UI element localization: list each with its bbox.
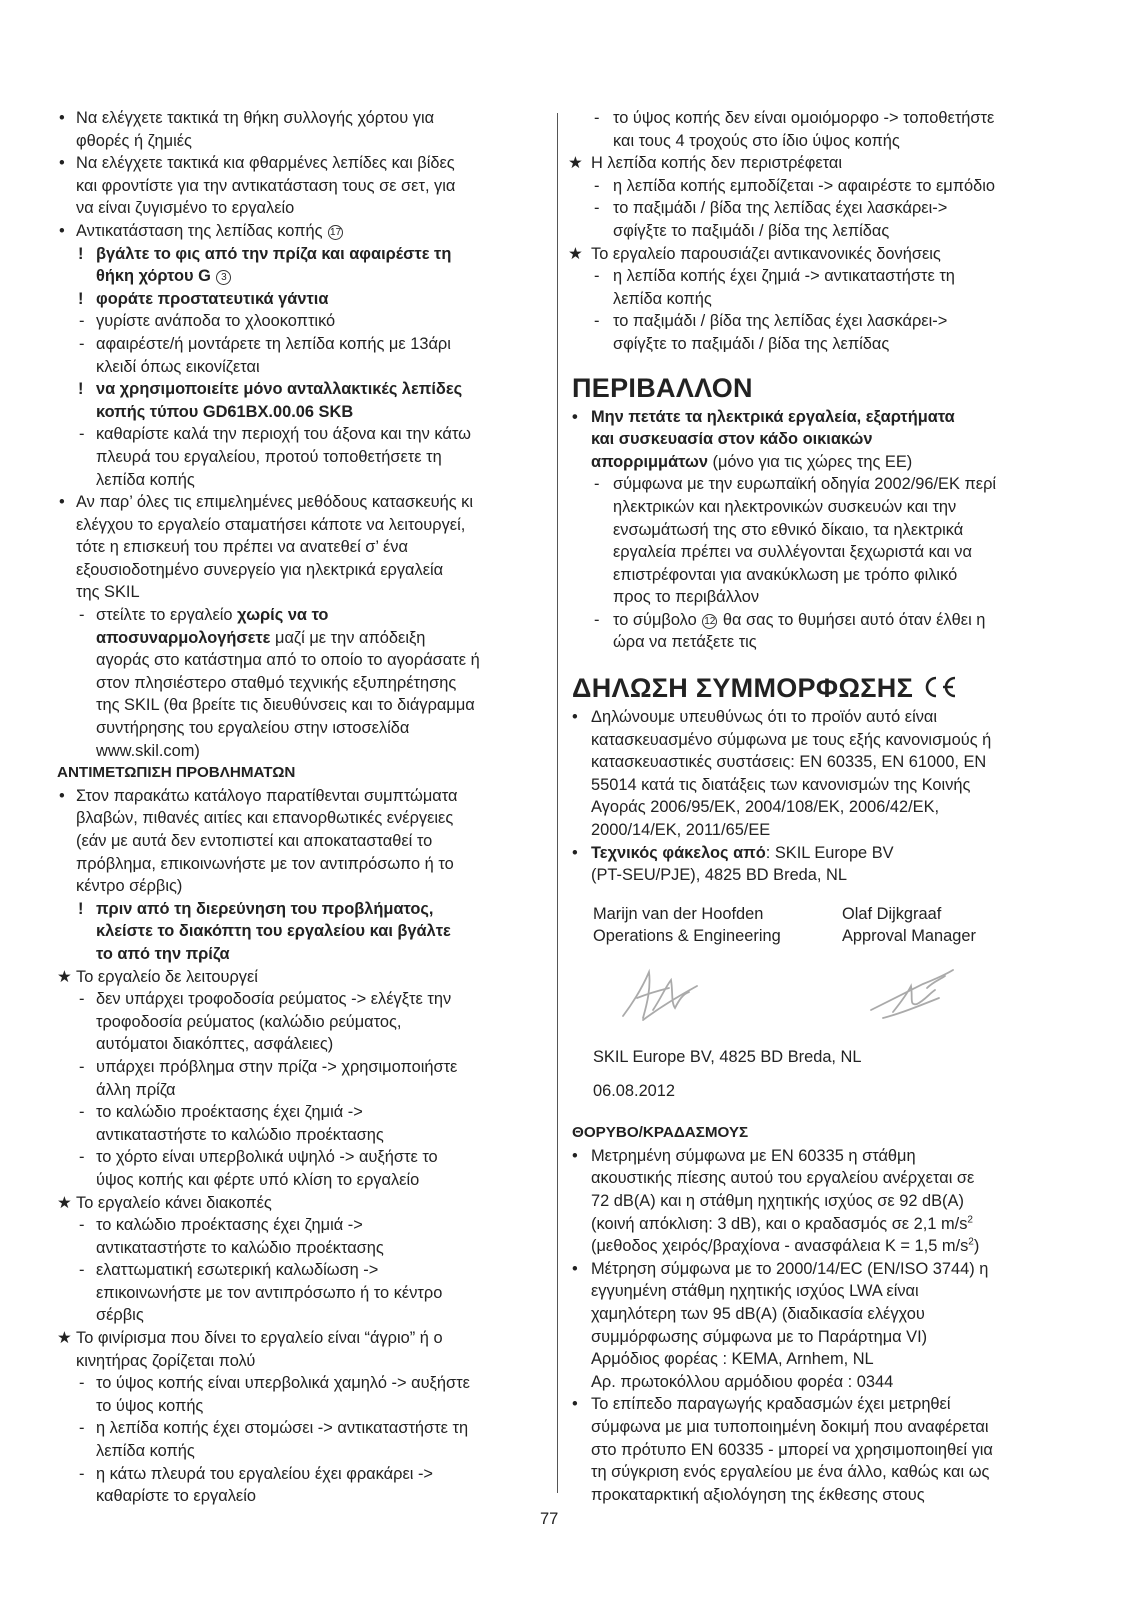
- text-line: κλειδί όπως εικονίζεται: [96, 357, 260, 376]
- dash-item: - η λεπίδα κοπής έχει στομώσει -> αντικαταστήστε τη: [57, 1417, 545, 1440]
- signature-images: [593, 958, 1064, 1030]
- text-line: της SKIL (θα βρείτε τις διευθύνσεις και το διάγραμμα: [96, 696, 475, 715]
- text-line: βλαβών, πιθανές αιτίες και επανορθωτικές ενέργειες: [76, 809, 454, 828]
- dash-marker: -: [594, 199, 600, 218]
- bullet-item: • Αντικατάσταση της λεπίδας κοπής 17: [57, 220, 545, 243]
- dash-item: - αφαιρέστε/ή μοντάρετε τη λεπίδα κοπής με 13άρι: [57, 333, 545, 356]
- text-line: αποσυναρμολογήσετε μαζί με την απόδειξη: [96, 628, 426, 647]
- text-line: εργαλεία πρέπει να συλλέγονται ξεχωριστά και να: [613, 543, 972, 562]
- text-line: (εάν με αυτά δεν εντοπιστεί και αποκατασταθεί το: [76, 832, 433, 850]
- text-line: λεπίδα κοπής: [96, 470, 195, 489]
- warning-marker: !: [78, 899, 84, 918]
- dash-marker: -: [79, 1261, 85, 1280]
- warning-item: ! πριν από τη διερεύνηση του προβλήματος,: [57, 898, 545, 921]
- text-line: αυτόματοι διακόπτες, ασφάλειες): [96, 1035, 334, 1054]
- bullet-marker: •: [572, 1259, 578, 1278]
- text-line: (κοινή απόκλιση: 3 dB), και ο κραδασμός σε 2,1 $m/s^2$: [591, 1214, 973, 1233]
- text-line: κατασκευαστικές συστάσεις: EN 60335, EN 61000, EN: [591, 753, 987, 772]
- dash-marker: -: [79, 1374, 85, 1393]
- dash-marker: -: [79, 606, 85, 625]
- text-line: κατασκευασμένο σύμφωνα με τους εξής κανονισμούς ή: [591, 730, 992, 749]
- text-line: λεπίδα κοπής: [96, 1442, 195, 1461]
- text-line: επιστρέφονται για ανακύκλωση με τρόπο φιλικό: [613, 565, 958, 584]
- text-line: και τους 4 τροχούς στο ίδιο ύψος κοπής: [613, 131, 900, 150]
- text-line: φθορές ή ζημιές: [76, 131, 192, 150]
- star-marker: ★: [568, 154, 583, 173]
- text-line: να είναι ζυγισμένο το εργαλείο: [76, 199, 295, 218]
- dash-marker: -: [79, 1103, 85, 1122]
- text-line: ύψος κοπής και φέρτε υπό κλίση το εργαλείο: [96, 1170, 420, 1189]
- text-line: συμμόρφωσης σύμφωνα με το Παράρτημα VI): [591, 1327, 928, 1346]
- text-line: ώρα να πετάξετε τις: [613, 633, 757, 652]
- section-heading-environment: ΠΕΡΙΒΑΛΛΟΝ: [572, 372, 753, 403]
- reference-number: 3: [216, 270, 231, 285]
- dash-item: - το χόρτο είναι υπερβολικά υψηλό -> αυξήστε το: [57, 1146, 545, 1169]
- dash-marker: -: [594, 475, 600, 494]
- reference-number: 17: [330, 226, 342, 238]
- text-line: 55014 κατά τις διατάξεις των κανονισμών της Κοινής: [591, 775, 971, 794]
- dash-marker: -: [79, 1216, 85, 1235]
- dash-item: - στείλτε το εργαλείο χωρίς να το: [57, 604, 545, 627]
- section-heading-declaration: ΔΗΛΩΣΗ ΣΥΜΜΟΡΦΩΣΗΣ: [572, 672, 1064, 704]
- text-line: στο πρότυπο EN 60335 - μπορεί να χρησιμοποιηθεί για: [591, 1440, 993, 1459]
- symptom-item: ★ Το εργαλείο κάνει διακοπές: [57, 1192, 545, 1215]
- dash-marker: -: [79, 1464, 85, 1483]
- bullet-marker: •: [572, 1146, 578, 1165]
- text-line: και φροντίστε για την αντικατάσταση τους σε σετ, για: [76, 176, 456, 195]
- dash-marker: -: [594, 109, 600, 127]
- signatory-1-name: Marijn van der Hoofden: [593, 904, 764, 923]
- text-line: 72 dB(A) και η στάθμη ηχητικής ισχύος σε 92 dB(A): [591, 1191, 964, 1210]
- text-line: ενσωμάτωσή της στο εθνικό δίκαιο, τα ηλεκτρικά: [613, 520, 964, 539]
- left-column: [57, 107, 545, 1508]
- bullet-marker: •: [572, 708, 578, 727]
- text-line: σύμφωνα με μια τυποποιημένη δοκιμή που αναφέρεται: [591, 1417, 989, 1436]
- column-divider: [557, 113, 558, 1493]
- text-line: 2000/14/ΕΚ, 2011/65/ΕΕ: [591, 821, 771, 840]
- symptom-item: ★ Το φινίρισμα που δίνει το εργαλείο είναι “άγριο” ή ο: [57, 1327, 545, 1350]
- text-line: αγοράς στο κατάστημα από το οποίο το αγοράσατε ή: [96, 651, 480, 670]
- bullet-item: • Αν παρ’ όλες τις επιμελημένες μεθόδους κατασκευής κι: [57, 491, 545, 514]
- dash-item: - η κάτω πλευρά του εργαλείου έχει φρακάρει ->: [57, 1463, 545, 1486]
- dash-item: - το παξιμάδι / βίδα της λεπίδας έχει λασκάρει->: [572, 197, 1064, 220]
- bullet-item: • Μην πετάτε τα ηλεκτρικά εργαλεία, εξαρτήματα: [572, 406, 1064, 429]
- bullet-item: • Να ελέγχετε τακτικά κια φθαρμένες λεπίδες και βίδες: [57, 152, 545, 175]
- page-number: 77: [540, 1510, 559, 1528]
- text-line: τότε η επισκευή του πρέπει να ανατεθεί σ’ ένα: [76, 538, 408, 557]
- symptom-item: ★ Η λεπίδα κοπής δεν περιστρέφεται: [572, 152, 1064, 175]
- text-line: λεπίδα κοπής: [613, 289, 712, 308]
- right-column: [568, 107, 1064, 1506]
- bullet-marker: •: [59, 786, 65, 805]
- text-line: ακουστικής πίεσης αυτού του εργαλείου ανέρχεται σε: [591, 1169, 975, 1188]
- dash-marker: -: [79, 334, 85, 353]
- text-line: προκαταρκτική αξιολόγηση της έκθεσης στους: [591, 1485, 925, 1504]
- dash-item: - σύμφωνα με την ευρωπαϊκή οδηγία 2002/96/ΕΚ περί: [572, 473, 1064, 496]
- dash-marker: -: [79, 1148, 85, 1167]
- bullet-item: • Το επίπεδο παραγωγής κραδασμών έχει μετρηθεί: [572, 1393, 1064, 1416]
- dash-marker: -: [79, 425, 85, 444]
- signatory-names: [593, 903, 1064, 926]
- dash-item: - υπάρχει πρόβλημα στην πρίζα -> χρησιμοποιήστε: [57, 1056, 545, 1079]
- text-line: χαμηλότερη των 95 dB(A) (διαδικασία ελέγχου: [591, 1304, 925, 1323]
- text-line: (PT-SEU/PJE), 4825 BD Breda, NL: [591, 866, 847, 885]
- dash-item: - το καλώδιο προέκτασης έχει ζημιά ->: [57, 1214, 545, 1237]
- bullet-marker: •: [572, 407, 578, 426]
- bullet-marker: •: [59, 109, 65, 127]
- text-line: το από την πρίζα: [96, 944, 230, 963]
- reference-number: 12: [704, 615, 716, 627]
- dash-marker: -: [79, 1057, 85, 1076]
- website-link[interactable]: www.skil.com): [96, 741, 200, 760]
- bullet-marker: •: [572, 843, 578, 862]
- bullet-item: • Τεχνικός φάκελος από: SKIL Europe BV: [572, 842, 1064, 865]
- text-line: επικοινωνήστε με τον αντιπρόσωπο ή το κέντρο: [96, 1283, 443, 1302]
- dash-item: - ελαττωματική εσωτερική καλωδίωση ->: [57, 1259, 545, 1282]
- bullet-item: • Μέτρηση σύμφωνα με το 2000/14/EC (EN/ISO 3744) η: [572, 1258, 1064, 1281]
- dash-marker: -: [594, 267, 600, 286]
- text-line: σφίγξτε το παξιμάδι / βίδα της λεπίδας: [613, 221, 890, 240]
- text-line: κέντρο σέρβις): [76, 877, 183, 896]
- warning-marker: !: [78, 289, 84, 308]
- text-line: άλλη πρίζα: [96, 1080, 176, 1099]
- signatory-2-name: Olaf Dijkgraaf: [842, 904, 942, 923]
- bullet-item: • Μετρημένη σύμφωνα με EN 60335 η στάθμη: [572, 1145, 1064, 1168]
- text-line: συντήρησης του εργαλείου στην ιστοσελίδα: [96, 719, 410, 738]
- bullet-marker: •: [59, 493, 65, 512]
- dash-item: - το παξιμάδι / βίδα της λεπίδας έχει λασκάρει->: [572, 310, 1064, 333]
- bullet-marker: •: [59, 154, 65, 173]
- signatory-1-title: Operations & Engineering: [593, 927, 781, 946]
- dash-item: - το σύμβολο 12 θα σας το θυμήσει αυτό όταν έλθει η: [572, 609, 1064, 632]
- signatory-2-title: Approval Manager: [842, 927, 976, 946]
- text-line: σέρβις: [96, 1306, 144, 1325]
- text-line: Αγοράς 2006/95/ΕΚ, 2004/108/ΕΚ, 2006/42/ΕΚ,: [591, 798, 940, 817]
- text-line: πρόβλημα, επικοινωνήστε με τον αντιπρόσωπο ή το: [76, 854, 454, 873]
- text-line: και συσκευασία στον κάδο οικιακών: [591, 430, 873, 449]
- text-line: κινητήρας ζορίζεται πολύ: [76, 1351, 256, 1370]
- section-heading-noise-vibration: ΘΟΡΥΒΟ/ΚΡΑΔΑΣΜΟΥΣ: [572, 1124, 749, 1142]
- dash-item: - το ύψος κοπής δεν είναι ομοιόμορφο -> τοποθετήστε: [572, 107, 1064, 130]
- signatories: [572, 903, 1064, 1102]
- text-line: θήκη χόρτου G 3: [57, 265, 545, 288]
- warning-item: ! βγάλτε το φις από την πρίζα και αφαιρέστε τη: [57, 243, 545, 266]
- text-line: κοπής τύπου GD61BX.00.06 SKB: [96, 402, 354, 421]
- text-line: ηλεκτρικών και ηλεκτρονικών συσκευών και την: [613, 497, 957, 516]
- text-line: τροφοδοσία ρεύματος (καλώδιο ρεύματος,: [96, 1012, 402, 1031]
- dash-item: - καθαρίστε καλά την περιοχή του άξονα και την κάτω: [57, 423, 545, 446]
- dash-item: - η λεπίδα κοπής έχει ζημιά -> αντικαταστήστε τη: [572, 265, 1064, 288]
- text-line: κλείστε το διακόπτη του εργαλείου και βγάλτε: [96, 922, 451, 941]
- text-line: αντικαταστήστε το καλώδιο προέκτασης: [96, 1125, 384, 1144]
- warning-marker: !: [78, 380, 84, 399]
- symptom-item: ★ Το εργαλείο παρουσιάζει αντικανονικές δονήσεις: [572, 243, 1064, 266]
- text-line: το ύψος κοπής: [96, 1396, 204, 1415]
- signatory-titles: [593, 925, 1064, 948]
- text-line: σφίγξτε το παξιμάδι / βίδα της λεπίδας: [613, 334, 890, 353]
- warning-item: ! φοράτε προστατευτικά γάντια: [57, 288, 545, 311]
- text-line: εξουσιοδοτημένο συνεργείο για ηλεκτρικά εργαλεία: [76, 560, 444, 579]
- bullet-item: • Στον παρακάτω κατάλογο παρατίθενται συμπτώματα: [57, 785, 545, 808]
- text-line: στον πλησιέστερο σταθμό τεχνικής εξυπηρέτησης: [96, 673, 457, 692]
- dash-item: - η λεπίδα κοπής εμποδίζεται -> αφαιρέστε το εμπόδιο: [572, 175, 1064, 198]
- ce-mark-icon: [921, 675, 959, 699]
- dash-marker: -: [79, 1419, 85, 1438]
- star-marker: ★: [57, 1329, 72, 1348]
- signature-2-image: [863, 958, 963, 1030]
- warning-marker: !: [78, 244, 84, 263]
- dash-marker: -: [79, 312, 85, 331]
- text-line: απορριμμάτων (μόνο για τις χώρες της ΕΕ): [591, 452, 913, 471]
- bullet-item: • Να ελέγχετε τακτικά τη θήκη συλλογής χόρτου για: [57, 107, 545, 130]
- text-line: αντικαταστήστε το καλώδιο προέκτασης: [96, 1238, 384, 1257]
- bullet-marker: •: [572, 1395, 578, 1414]
- symptom-item: ★ Το εργαλείο δε λειτουργεί: [57, 966, 545, 989]
- text-line: Αρ. πρωτοκόλλου αρμόδιου φορέα : 0344: [591, 1372, 894, 1391]
- dash-marker: -: [594, 312, 600, 331]
- dash-item: - το ύψος κοπής είναι υπερβολικά χαμηλό -> αυξήστε: [57, 1372, 545, 1395]
- dash-marker: -: [79, 990, 85, 1009]
- text-line: ελέγχου το εργαλείο σταματήσει κάποτε να λειτουργεί,: [76, 515, 466, 534]
- warning-item: ! να χρησιμοποιείτε μόνο ανταλλακτικές λεπίδες: [57, 378, 545, 401]
- text-line: πλευρά του εργαλείου, προτού τοποθετήσετε τη: [96, 447, 442, 466]
- dash-item: - δεν υπάρχει τροφοδοσία ρεύματος -> ελέγξτε την: [57, 988, 545, 1011]
- text-line: Αρμόδιος φορέας : KEMA, Arnhem, NL: [591, 1350, 874, 1369]
- signature-1-image: [613, 958, 713, 1030]
- text-line: καθαρίστε το εργαλείο: [96, 1487, 256, 1506]
- text-line: τη σύγκριση ενός εργαλείου με ένα άλλο, καθώς και ως: [591, 1463, 990, 1482]
- star-marker: ★: [568, 244, 583, 263]
- star-marker: ★: [57, 967, 72, 986]
- bullet-marker: •: [59, 221, 65, 240]
- dash-item: - γυρίστε ανάποδα το χλοοκοπτικό: [57, 310, 545, 333]
- text-line: προς το περιβάλλον: [613, 588, 760, 607]
- star-marker: ★: [57, 1193, 72, 1212]
- declaration-date: 06.08.2012: [593, 1081, 676, 1100]
- dash-marker: -: [594, 610, 600, 629]
- text-line: της SKIL: [76, 583, 140, 602]
- section-heading-troubleshooting: ΑΝΤΙΜΕΤΩΠΙΣΗ ΠΡΟΒΛΗΜΑΤΩΝ: [57, 764, 296, 782]
- bullet-item: • Δηλώνουμε υπευθύνως ότι το προϊόν αυτό είναι: [572, 706, 1064, 729]
- dash-item: - το καλώδιο προέκτασης έχει ζημιά ->: [57, 1101, 545, 1124]
- company-address: SKIL Europe BV, 4825 BD Breda, NL: [593, 1048, 862, 1066]
- text-line: εγγυημένη στάθμη ηχητικής ισχύος LWA είναι: [591, 1282, 919, 1301]
- dash-marker: -: [594, 176, 600, 195]
- text-line: (μεθοδος χειρός/βραχίονα - ανασφάλεια K = 1,5 $m/s^2$): [591, 1236, 980, 1256]
